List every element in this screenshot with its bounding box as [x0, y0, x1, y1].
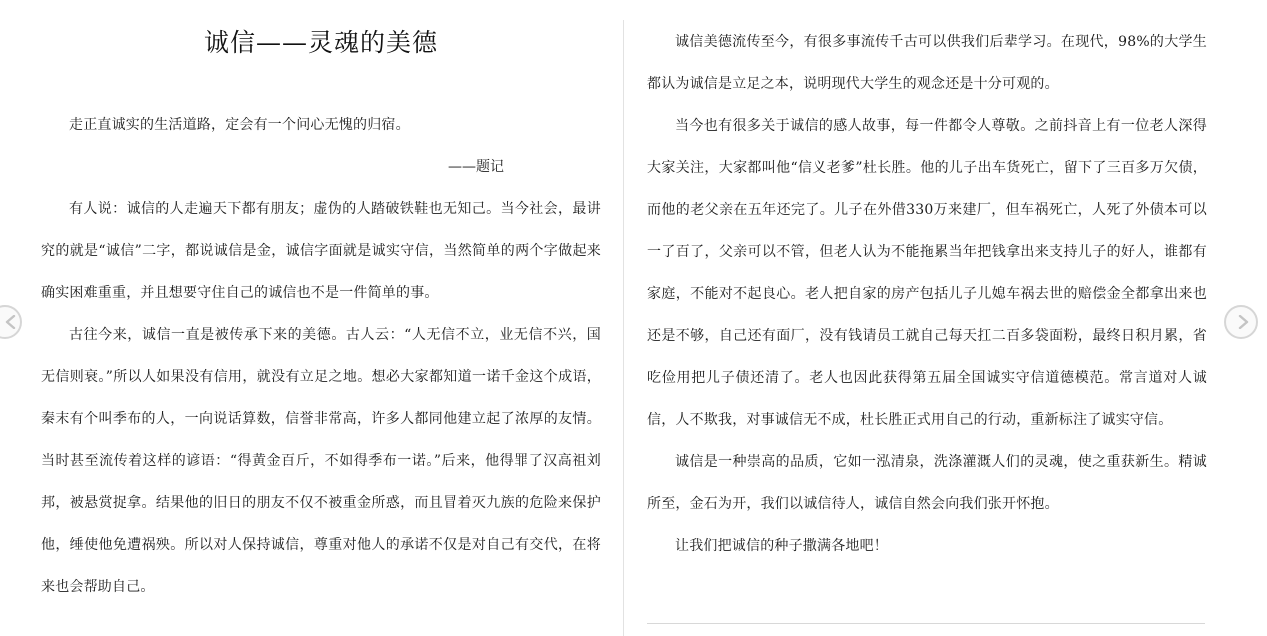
paragraph: 古往今来，诚信一直是被传承下来的美德。古人云：“人无信不立，业无信不兴，国无信则衰。”所以人如果没有信用，就没有立足之地。想必大家都知道一诺千金这个成语，秦末有个叫季布的人，一向说话算数，信誉非常高，许多人都同他建立起了浓厚的友情。当时甚至流传着这样的谚语：“得黄金百斤，不如得季布一诺。”后来，他得罪了汉高祖刘邦，被悬赏捉拿。结果他的旧日的朋友不仅不被重金所惑，而且冒着灭九族的危险来保护他，缍使他免遭祸殃。所以对人保持诚信，尊重对他人的承诺不仅是对自己有交代，在将来也会帮助自己。 — [41, 327, 601, 595]
prev-page-button[interactable] — [0, 305, 22, 339]
page-divider — [623, 20, 624, 636]
chevron-right-icon — [1236, 315, 1250, 329]
paragraph: 有人说：诚信的人走遍天下都有朋友；虚伪的人踏破铁鞋也无知己。当今社会，最讲究的就是“诚信”二字，都说诚信是金，诚信字面就是诚实守信，当然简单的两个字做起来确实困难重重，并且想要守住自己的诚信也不是一件简单的事。 — [41, 201, 601, 301]
epigraph-attribution: ——题记 — [448, 159, 504, 175]
footer-rule — [647, 623, 1205, 624]
paragraph: 诚信美德流传至今，有很多事流传千古可以供我们后辈学习。在现代，98%的大学生都认为诚信是立足之本，说明现代大学生的观念还是十分可观的。 — [647, 34, 1207, 92]
right-page — [647, 0, 1207, 567]
paragraph: 诚信是一种崇高的品质，它如一泓清泉，洗涤灌溉人们的灵魂，使之重获新生。精诚所至，金石为开，我们以诚信待人，诚信自然会向我们张开怀抱。 — [647, 454, 1207, 512]
left-page — [41, 0, 601, 608]
chevron-left-icon — [4, 315, 18, 329]
article-title: 诚信——灵魂的美德 — [203, 28, 438, 57]
next-page-button[interactable] — [1224, 305, 1258, 339]
paragraph: 让我们把诚信的种子撒满各地吧！ — [675, 538, 888, 554]
epigraph: 走正直诚实的生活道路，定会有一个问心无愧的归宿。 — [69, 117, 410, 133]
paragraph: 当今也有很多关于诚信的感人故事，每一件都令人尊敬。之前抖音上有一位老人深得大家关注，大家都叫他“信义老爹”杜长胜。他的儿子出车货死亡，留下了三百多万欠债，而他的老父亲在五年还完了。儿子在外借330万来建厂，但车祸死亡，人死了外债本可以一了百了，父亲可以不管，但老人认为不能拖累当年把钱拿出来支持儿子的好人，谁都有家庭，不能对不起良心。老人把自家的房产包括儿子儿媳车祸去世的赔偿金全都拿出来也还是不够，自己还有面厂，没有钱请员工就自己每天扛二百多袋面粉，最终日积月累，省吃俭用把儿子债还清了。老人也因此获得第五届全国诚实守信道德模范。常言道对人诚信，人不欺我，对事诚信无不成，杜长胜正式用自己的行动，重新标注了诚实守信。 — [647, 118, 1207, 428]
